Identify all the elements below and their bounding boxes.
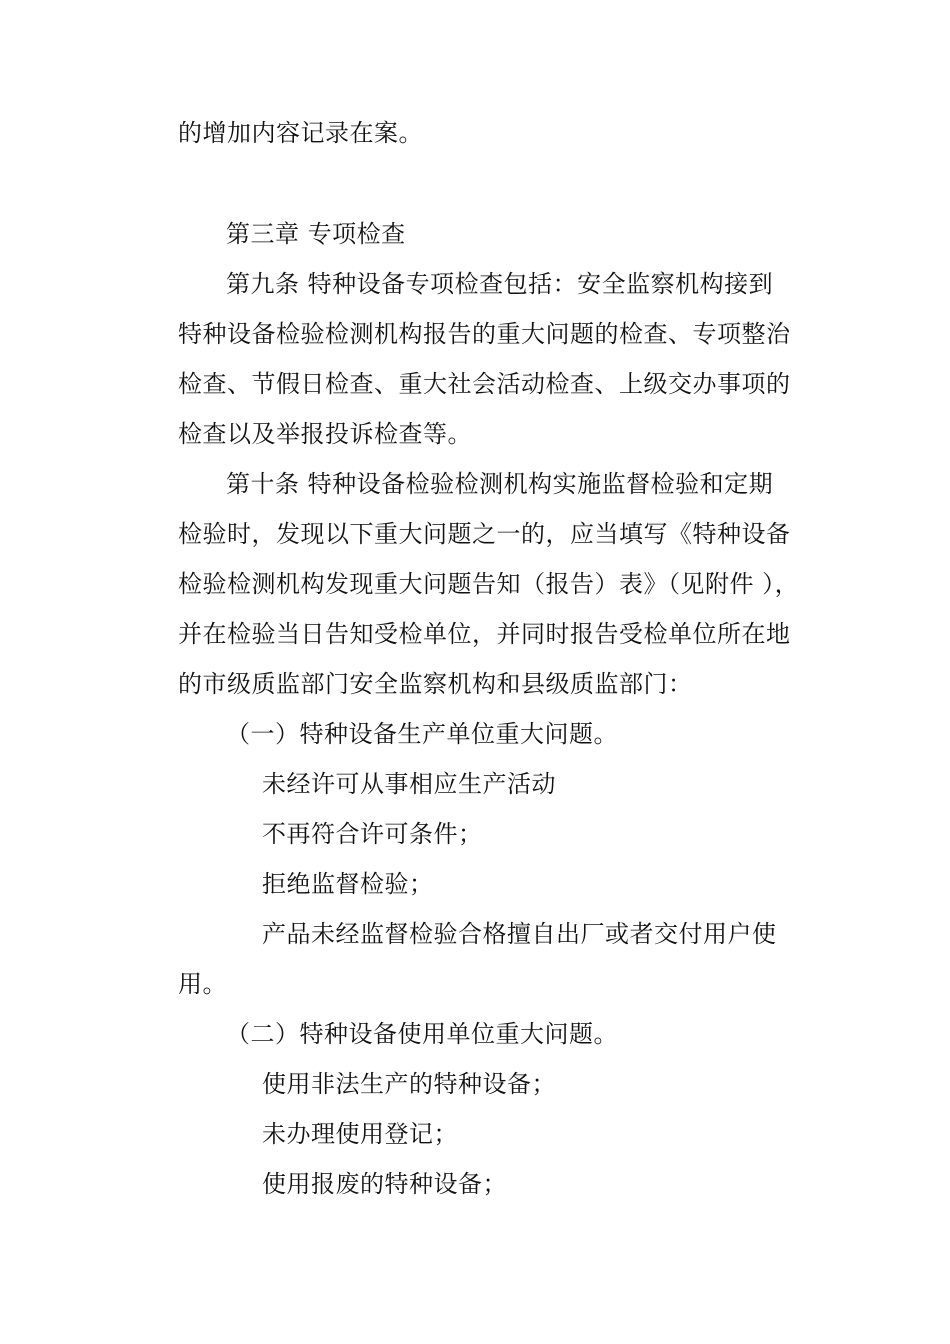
subsection-heading: （一）特种设备生产单位重大问题。 — [226, 720, 618, 748]
list-item-continuation: 用。 — [178, 970, 227, 998]
list-item: 未办理使用登记； — [262, 1120, 458, 1148]
paragraph-line: 第九条 特种设备专项检查包括：安全监察机构接到 — [226, 270, 774, 298]
paragraph-line: 的市级质监部门安全监察机构和县级质监部门： — [178, 670, 693, 698]
paragraph-line: 检查以及举报投诉检查等。 — [178, 420, 472, 448]
paragraph-line: 检查、节假日检查、重大社会活动检查、上级交办事项的 — [178, 370, 791, 398]
subsection-heading: （二）特种设备使用单位重大问题。 — [226, 1020, 618, 1048]
list-item: 不再符合许可条件； — [262, 820, 483, 848]
paragraph-line: 的增加内容记录在案。 — [178, 119, 423, 147]
paragraph-line: 检验检测机构发现重大问题告知（报告）表》（见附件 ）， — [178, 570, 800, 598]
chapter-heading: 第三章 专项检查 — [226, 220, 406, 248]
list-item: 未经许可从事相应生产活动 — [262, 770, 556, 798]
paragraph-line: 第十条 特种设备检验检测机构实施监督检验和定期 — [226, 470, 774, 498]
list-item: 使用非法生产的特种设备； — [262, 1070, 556, 1098]
paragraph-line: 并在检验当日告知受检单位，并同时报告受检单位所在地 — [178, 620, 791, 648]
paragraph-line: 检验时，发现以下重大问题之一的，应当填写《特种设备 — [178, 520, 791, 548]
list-item: 使用报废的特种设备； — [262, 1170, 507, 1198]
list-item: 产品未经监督检验合格擅自出厂或者交付用户使 — [262, 920, 777, 948]
paragraph-line: 特种设备检验检测机构报告的重大问题的检查、专项整治 — [178, 320, 791, 348]
list-item: 拒绝监督检验； — [262, 870, 434, 898]
